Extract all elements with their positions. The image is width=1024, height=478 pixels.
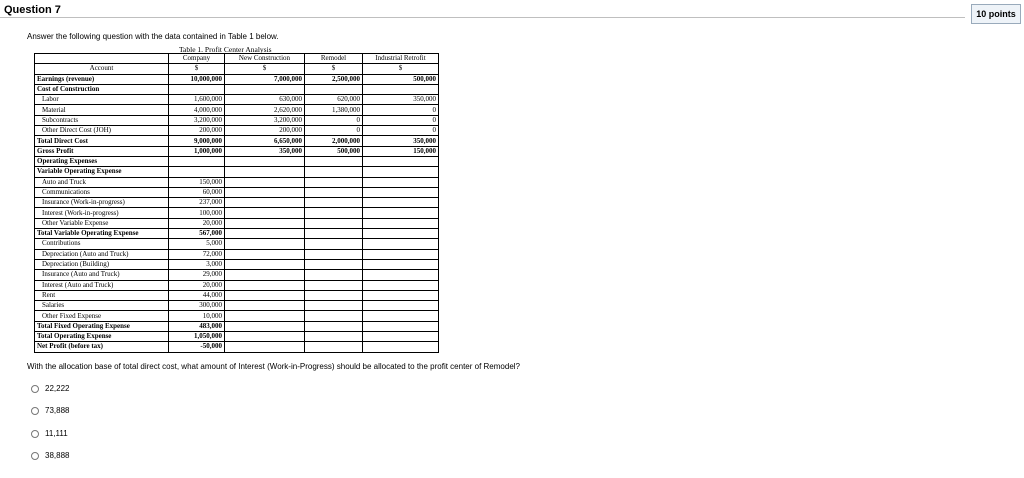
row-label: Insurance (Auto and Truck) bbox=[35, 270, 169, 280]
value-new-construction bbox=[225, 259, 305, 269]
value-remodel bbox=[305, 229, 363, 239]
row-label: Depreciation (Auto and Truck) bbox=[35, 249, 169, 259]
answer-option-label[interactable]: 73,888 bbox=[45, 406, 70, 415]
value-new-construction bbox=[225, 280, 305, 290]
header-divider bbox=[0, 17, 965, 18]
value-company: 1,050,000 bbox=[169, 332, 225, 342]
value-remodel: 2,000,000 bbox=[305, 136, 363, 146]
value-industrial-retrofit bbox=[363, 218, 439, 228]
table-row bbox=[35, 311, 439, 321]
table-row bbox=[35, 156, 439, 166]
value-remodel bbox=[305, 239, 363, 249]
header-account: Account bbox=[35, 64, 169, 74]
value-company: 44,000 bbox=[169, 290, 225, 300]
value-company: 10,000,000 bbox=[169, 74, 225, 84]
currency-remodel: $ bbox=[305, 64, 363, 74]
row-label: Gross Profit bbox=[35, 146, 169, 156]
value-new-construction bbox=[225, 342, 305, 352]
value-industrial-retrofit bbox=[363, 198, 439, 208]
answer-option-label[interactable]: 11,111 bbox=[45, 429, 68, 438]
value-company: 237,000 bbox=[169, 198, 225, 208]
value-industrial-retrofit: 0 bbox=[363, 105, 439, 115]
row-label: Rent bbox=[35, 290, 169, 300]
value-company: 29,000 bbox=[169, 270, 225, 280]
value-new-construction: 350,000 bbox=[225, 146, 305, 156]
value-new-construction bbox=[225, 332, 305, 342]
value-company: 300,000 bbox=[169, 301, 225, 311]
row-label: Subcontracts bbox=[35, 115, 169, 125]
row-label: Variable Operating Expense bbox=[35, 167, 169, 177]
row-label: Depreciation (Building) bbox=[35, 259, 169, 269]
value-company bbox=[169, 84, 225, 94]
radio-button[interactable] bbox=[31, 452, 39, 460]
currency-new-construction: $ bbox=[225, 64, 305, 74]
row-label: Total Operating Expense bbox=[35, 332, 169, 342]
value-new-construction bbox=[225, 290, 305, 300]
value-company: 200,000 bbox=[169, 126, 225, 136]
value-new-construction bbox=[225, 229, 305, 239]
table-row bbox=[35, 270, 439, 280]
value-new-construction bbox=[225, 198, 305, 208]
row-label: Earnings (revenue) bbox=[35, 74, 169, 84]
currency-industrial-retrofit: $ bbox=[363, 64, 439, 74]
value-industrial-retrofit bbox=[363, 156, 439, 166]
value-new-construction: 630,000 bbox=[225, 95, 305, 105]
value-industrial-retrofit: 350,000 bbox=[363, 136, 439, 146]
value-industrial-retrofit bbox=[363, 177, 439, 187]
value-company: 100,000 bbox=[169, 208, 225, 218]
header-industrial-retrofit: Industrial Retrofit bbox=[363, 54, 439, 64]
row-label: Interest (Work-in-progress) bbox=[35, 208, 169, 218]
row-label: Material bbox=[35, 105, 169, 115]
value-company bbox=[169, 156, 225, 166]
value-industrial-retrofit bbox=[363, 321, 439, 331]
row-label: Contributions bbox=[35, 239, 169, 249]
value-company: 20,000 bbox=[169, 218, 225, 228]
value-company: 10,000 bbox=[169, 311, 225, 321]
row-label: Total Fixed Operating Expense bbox=[35, 321, 169, 331]
row-label: Labor bbox=[35, 95, 169, 105]
table-row bbox=[35, 218, 439, 228]
value-industrial-retrofit bbox=[363, 342, 439, 352]
table-row bbox=[35, 332, 439, 342]
value-industrial-retrofit bbox=[363, 187, 439, 197]
radio-button[interactable] bbox=[31, 385, 39, 393]
value-remodel bbox=[305, 208, 363, 218]
value-new-construction: 3,200,000 bbox=[225, 115, 305, 125]
value-remodel bbox=[305, 290, 363, 300]
value-industrial-retrofit bbox=[363, 332, 439, 342]
value-new-construction bbox=[225, 156, 305, 166]
value-remodel bbox=[305, 177, 363, 187]
value-remodel: 2,500,000 bbox=[305, 74, 363, 84]
value-company: 4,000,000 bbox=[169, 105, 225, 115]
value-new-construction bbox=[225, 249, 305, 259]
table-row bbox=[35, 95, 439, 105]
answer-option-label[interactable]: 38,888 bbox=[45, 451, 70, 460]
header-remodel: Remodel bbox=[305, 54, 363, 64]
row-label: Other Direct Cost (JOH) bbox=[35, 126, 169, 136]
value-remodel bbox=[305, 259, 363, 269]
value-industrial-retrofit bbox=[363, 208, 439, 218]
profit-center-table bbox=[34, 53, 439, 353]
table-row bbox=[35, 177, 439, 187]
value-remodel bbox=[305, 167, 363, 177]
row-label: Insurance (Work-in-progress) bbox=[35, 198, 169, 208]
value-industrial-retrofit bbox=[363, 290, 439, 300]
value-company: 60,000 bbox=[169, 187, 225, 197]
table-row bbox=[35, 187, 439, 197]
value-company: 567,000 bbox=[169, 229, 225, 239]
table-row bbox=[35, 84, 439, 94]
value-company: 72,000 bbox=[169, 249, 225, 259]
table-currency-row bbox=[35, 64, 439, 74]
table-row bbox=[35, 126, 439, 136]
value-industrial-retrofit bbox=[363, 249, 439, 259]
value-industrial-retrofit: 150,000 bbox=[363, 146, 439, 156]
row-label: Auto and Truck bbox=[35, 177, 169, 187]
table-row bbox=[35, 198, 439, 208]
value-new-construction bbox=[225, 239, 305, 249]
row-label: Communications bbox=[35, 187, 169, 197]
value-industrial-retrofit: 350,000 bbox=[363, 95, 439, 105]
value-industrial-retrofit: 0 bbox=[363, 126, 439, 136]
value-industrial-retrofit bbox=[363, 259, 439, 269]
value-new-construction: 7,000,000 bbox=[225, 74, 305, 84]
value-remodel: 0 bbox=[305, 126, 363, 136]
value-company: 9,000,000 bbox=[169, 136, 225, 146]
row-label: Other Variable Expense bbox=[35, 218, 169, 228]
value-remodel bbox=[305, 332, 363, 342]
value-new-construction: 200,000 bbox=[225, 126, 305, 136]
value-new-construction bbox=[225, 301, 305, 311]
question-prompt: Answer the following question with the data contained in Table 1 below. bbox=[27, 32, 279, 41]
value-company: 150,000 bbox=[169, 177, 225, 187]
value-remodel bbox=[305, 84, 363, 94]
value-company: 5,000 bbox=[169, 239, 225, 249]
answer-option[interactable] bbox=[31, 429, 68, 438]
table-row bbox=[35, 229, 439, 239]
value-remodel bbox=[305, 280, 363, 290]
answer-option[interactable] bbox=[31, 451, 69, 460]
row-label: Total Variable Operating Expense bbox=[35, 229, 169, 239]
table-row bbox=[35, 239, 439, 249]
points-badge: 10 points bbox=[971, 4, 1021, 24]
value-remodel: 620,000 bbox=[305, 95, 363, 105]
row-label: Interest (Auto and Truck) bbox=[35, 280, 169, 290]
table-row bbox=[35, 342, 439, 352]
value-industrial-retrofit bbox=[363, 270, 439, 280]
value-remodel: 500,000 bbox=[305, 146, 363, 156]
value-new-construction bbox=[225, 218, 305, 228]
row-label: Operating Expenses bbox=[35, 156, 169, 166]
value-company: 20,000 bbox=[169, 280, 225, 290]
row-label: Cost of Construction bbox=[35, 84, 169, 94]
table-row bbox=[35, 208, 439, 218]
value-new-construction bbox=[225, 177, 305, 187]
question-text: With the allocation base of total direct cost, what amount of Interest (Work-in-Progress) should be allocated to the profit center of Remodel? bbox=[27, 362, 520, 371]
table-row bbox=[35, 167, 439, 177]
value-new-construction bbox=[225, 167, 305, 177]
table-row bbox=[35, 146, 439, 156]
row-label: Other Fixed Expense bbox=[35, 311, 169, 321]
value-company: -50,000 bbox=[169, 342, 225, 352]
table-row bbox=[35, 115, 439, 125]
table-header-row bbox=[35, 54, 439, 64]
header-company: Company bbox=[169, 54, 225, 64]
value-industrial-retrofit bbox=[363, 167, 439, 177]
row-label: Total Direct Cost bbox=[35, 136, 169, 146]
value-remodel bbox=[305, 249, 363, 259]
value-new-construction bbox=[225, 208, 305, 218]
row-label: Net Profit (before tax) bbox=[35, 342, 169, 352]
value-remodel bbox=[305, 156, 363, 166]
value-new-construction bbox=[225, 311, 305, 321]
value-remodel bbox=[305, 270, 363, 280]
value-company: 1,000,000 bbox=[169, 146, 225, 156]
table-row bbox=[35, 280, 439, 290]
value-company: 483,000 bbox=[169, 321, 225, 331]
table-row bbox=[35, 290, 439, 300]
value-new-construction: 6,650,000 bbox=[225, 136, 305, 146]
value-remodel bbox=[305, 321, 363, 331]
value-industrial-retrofit bbox=[363, 280, 439, 290]
question-title: Question 7 bbox=[4, 4, 61, 16]
table-caption: Table 1. Profit Center Analysis bbox=[179, 45, 272, 54]
value-new-construction bbox=[225, 321, 305, 331]
answer-option-label[interactable]: 22,222 bbox=[45, 384, 70, 393]
value-industrial-retrofit bbox=[363, 239, 439, 249]
value-industrial-retrofit bbox=[363, 84, 439, 94]
table-row bbox=[35, 321, 439, 331]
value-company: 3,000 bbox=[169, 259, 225, 269]
value-new-construction: 2,620,000 bbox=[225, 105, 305, 115]
value-remodel bbox=[305, 218, 363, 228]
value-remodel bbox=[305, 301, 363, 311]
radio-button[interactable] bbox=[31, 407, 39, 415]
value-remodel bbox=[305, 342, 363, 352]
value-company bbox=[169, 167, 225, 177]
radio-button[interactable] bbox=[31, 430, 39, 438]
row-label: Salaries bbox=[35, 301, 169, 311]
answer-option[interactable] bbox=[31, 384, 69, 393]
table-row bbox=[35, 74, 439, 84]
value-new-construction bbox=[225, 187, 305, 197]
value-industrial-retrofit: 500,000 bbox=[363, 74, 439, 84]
answer-option[interactable] bbox=[31, 406, 69, 415]
value-industrial-retrofit bbox=[363, 301, 439, 311]
value-new-construction bbox=[225, 84, 305, 94]
value-remodel bbox=[305, 198, 363, 208]
table-row bbox=[35, 259, 439, 269]
table-row bbox=[35, 136, 439, 146]
table-row bbox=[35, 301, 439, 311]
value-remodel bbox=[305, 187, 363, 197]
table-row bbox=[35, 249, 439, 259]
value-industrial-retrofit: 0 bbox=[363, 115, 439, 125]
currency-company: $ bbox=[169, 64, 225, 74]
table-row bbox=[35, 105, 439, 115]
value-remodel: 0 bbox=[305, 115, 363, 125]
header-new-construction: New Construction bbox=[225, 54, 305, 64]
value-industrial-retrofit bbox=[363, 229, 439, 239]
value-company: 3,200,000 bbox=[169, 115, 225, 125]
value-company: 1,600,000 bbox=[169, 95, 225, 105]
value-remodel: 1,380,000 bbox=[305, 105, 363, 115]
value-remodel bbox=[305, 311, 363, 321]
value-new-construction bbox=[225, 270, 305, 280]
value-industrial-retrofit bbox=[363, 311, 439, 321]
